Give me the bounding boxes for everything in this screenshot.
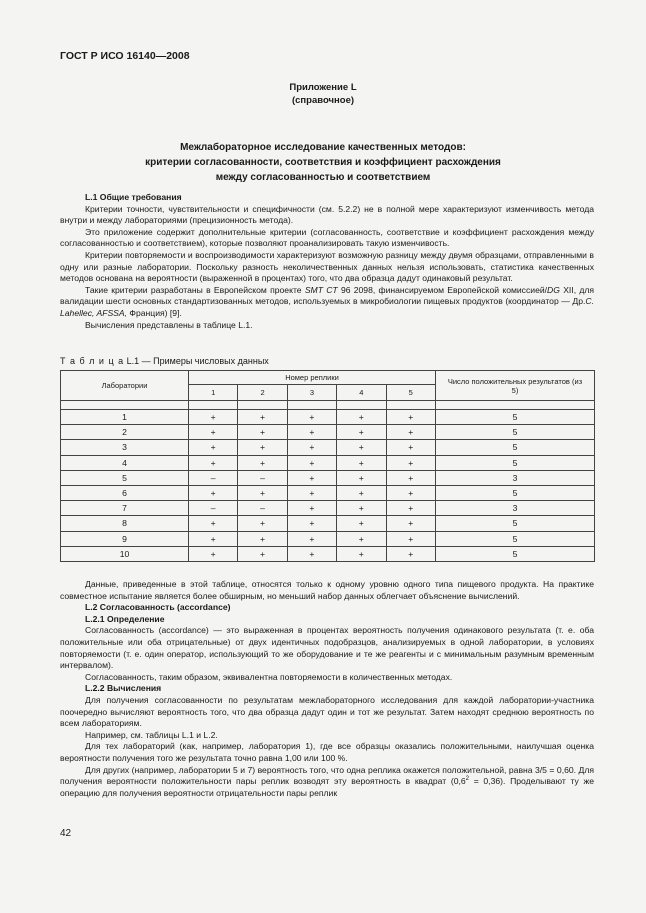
result-cell: + [386, 501, 436, 516]
subsection-heading: L.2.2 Вычисления [85, 683, 162, 694]
count-cell: 5 [436, 410, 595, 425]
result-cell: + [337, 501, 386, 516]
result-cell: + [287, 546, 336, 561]
result-cell: + [386, 546, 436, 561]
table-row [61, 485, 595, 500]
result-cell: + [386, 531, 436, 546]
count-cell: 5 [436, 516, 595, 531]
table-caption: Т а б л и ц а L.1 — Примеры числовых данных [60, 356, 269, 366]
result-cell: + [189, 485, 238, 500]
document-header: ГОСТ Р ИСО 16140—2008 [60, 50, 190, 62]
result-cell: + [386, 516, 436, 531]
lab-cell: 6 [61, 485, 189, 500]
result-cell: + [287, 516, 336, 531]
result-cell: + [238, 440, 287, 455]
replica-number-header: 5 [386, 385, 436, 401]
annex-title: Приложение L [289, 82, 357, 93]
table-row [61, 425, 595, 440]
table-row [61, 410, 595, 425]
paragraph: Это приложение содержит дополнительные критерии (согласованность, соответствие и коэффициент расхождения между согласованностью и соответствием), которые позволяют проанализировать такую изменчивость. [60, 226, 594, 249]
result-cell: – [189, 501, 238, 516]
result-cell: + [337, 425, 386, 440]
lab-cell: 1 [61, 410, 189, 425]
title-line: между согласованностью и соответствием [215, 172, 431, 183]
result-cell: + [238, 425, 287, 440]
result-cell: + [386, 455, 436, 470]
replica-number-header: 4 [337, 385, 386, 401]
paragraph: Например, см. таблицы L.1 и L.2. [85, 729, 218, 740]
subsection-heading: L.2.1 Определение [85, 613, 165, 624]
count-cell: 3 [436, 501, 595, 516]
table-row [61, 455, 595, 470]
lab-cell: 7 [61, 501, 189, 516]
result-cell: + [238, 516, 287, 531]
result-cell: – [238, 470, 287, 485]
result-cell: + [287, 425, 336, 440]
result-cell: + [386, 485, 436, 500]
lab-cell: 3 [61, 440, 189, 455]
table-row [61, 440, 595, 455]
section-l1 [60, 192, 594, 331]
count-cell: 5 [436, 485, 595, 500]
result-cell: + [189, 425, 238, 440]
count-cell: 5 [436, 425, 595, 440]
result-cell: + [287, 440, 336, 455]
result-cell: + [238, 410, 287, 425]
column-header-replica: Номер реплики [189, 371, 436, 385]
result-cell: + [287, 455, 336, 470]
result-cell: + [189, 455, 238, 470]
result-cell: + [337, 470, 386, 485]
table-row [61, 470, 595, 485]
replica-number-header: 1 [189, 385, 238, 401]
paragraph: Для получения согласованности по результатам межлабораторного исследования для каждой лаборатории-участника поочередно вычисляют вероятность того, что два образца дадут один и тот же результат. Затем находят среднюю вероятность по всем лабораториям. [60, 694, 594, 729]
title-line: Межлабораторное исследование качественных методов: [180, 142, 466, 153]
paragraph: Для тех лабораторий (как, например, лаборатория 1), где все образцы оказались положительными, наилучшая оценка вероятности получения того же результата точно равна 1,00 или 100 %. [60, 741, 594, 763]
result-cell: + [337, 531, 386, 546]
result-cell: + [287, 531, 336, 546]
data-table [60, 370, 595, 562]
page-number: 42 [60, 828, 72, 839]
result-cell: + [189, 516, 238, 531]
result-cell: + [337, 546, 386, 561]
spacer-row [61, 401, 595, 410]
result-cell: + [386, 470, 436, 485]
section-heading: L.2 Согласованность (accordance) [85, 602, 231, 613]
result-cell: + [287, 501, 336, 516]
result-cell: + [189, 546, 238, 561]
lab-cell: 4 [61, 455, 189, 470]
result-cell: + [337, 485, 386, 500]
result-cell: + [337, 410, 386, 425]
result-cell: – [189, 470, 238, 485]
paragraph: Критерии точности, чувствительности и специфичности (см. 5.2.2) не в полной мере характеризуют изменчивость метода внутри и между лабораториями (прецизионность метода). [60, 203, 594, 226]
table-row [61, 516, 595, 531]
result-cell: + [337, 440, 386, 455]
result-cell: + [287, 470, 336, 485]
lab-cell: 9 [61, 531, 189, 546]
document-title [0, 140, 646, 185]
title-line: критерии согласованности, соответствия и коэффициент расхождения [145, 157, 501, 168]
paragraph: Для других (например, лаборатории 5 и 7) вероятность того, что одна реплика окажется положительной, равна 3/5 = 0,60. Для получения вероятности положительности пары реплик возводят эту вероятность в квадрат $(0,6^2 = 0,36)$. Проделывают ту же операцию для получения вероятности отрицательности пары реплик [60, 764, 594, 798]
result-cell: + [386, 410, 436, 425]
table-row [61, 531, 595, 546]
result-cell: + [337, 516, 386, 531]
paragraph: Вычисления представлены в таблице L.1. [85, 319, 253, 330]
result-cell: + [238, 485, 287, 500]
table-row [61, 546, 595, 561]
result-cell: + [287, 485, 336, 500]
count-cell: 5 [436, 440, 595, 455]
result-cell: + [238, 455, 287, 470]
column-header-count: Число положительных результатов (из 5) [436, 371, 595, 401]
count-cell: 5 [436, 455, 595, 470]
result-cell: + [287, 410, 336, 425]
count-cell: 5 [436, 531, 595, 546]
count-cell: 3 [436, 470, 595, 485]
result-cell: + [386, 440, 436, 455]
result-cell: + [238, 531, 287, 546]
table-row [61, 501, 595, 516]
column-header-lab: Лаборатории [61, 371, 189, 401]
replica-number-header: 3 [287, 385, 336, 401]
lab-cell: 2 [61, 425, 189, 440]
result-cell: + [189, 410, 238, 425]
paragraph: Данные, приведенные в этой таблице, относятся только к одному уровню одного типа пищевого продукта. На практике совместное испытание является более обширным, но меньший набор данных облегчает объяснение вычислений. [60, 579, 594, 601]
result-cell: + [337, 455, 386, 470]
paragraph: Такие критерии разработаны в Европейском проекте SMT CT 96 2098, финансируемом Европейской комиссией/DG XII, для валидации шести основных стандартизованных методов, используемых в микробиологии пищевых продуктов (координатор — Др.C. Lahellec, AFSSA, Франция) [9]. [60, 284, 595, 318]
count-cell: 5 [436, 546, 595, 561]
result-cell: – [238, 501, 287, 516]
replica-number-header: 2 [238, 385, 287, 401]
lab-cell: 5 [61, 470, 189, 485]
lab-cell: 10 [61, 546, 189, 561]
section-l2 [60, 579, 594, 799]
result-cell: + [386, 425, 436, 440]
result-cell: + [189, 440, 238, 455]
paragraph: Согласованность (accordance) — это выраженная в процентах вероятность получения одинакового результата (т. е. оба положительные или оба отрицательные) от двух идентичных подобразцов, анализируемых в одной лаборатории, в условиях повторяемости (т. е. один оператор, использующий то же оборудование и те же реагенты и с минимальным разумным временным интервалом). [60, 625, 594, 671]
paragraph: Критерии повторяемости и воспроизводимости характеризуют возможную разницу между двумя образцами, отправленными в одну или разные лаборатории. Поскольку разность неколичественных данных нельзя использовать, статистика качественных методов основана на вероятности (выраженной в процентах) того, что два образца дадут одинаковый результат. [60, 249, 594, 284]
result-cell: + [238, 546, 287, 561]
lab-cell: 8 [61, 516, 189, 531]
section-heading: L.1 Общие требования [85, 192, 182, 202]
paragraph: Согласованность, таким образом, эквивалентна повторяемости в количественных методах. [85, 671, 453, 682]
result-cell: + [189, 531, 238, 546]
annex-subtitle: (справочное) [291, 95, 355, 106]
